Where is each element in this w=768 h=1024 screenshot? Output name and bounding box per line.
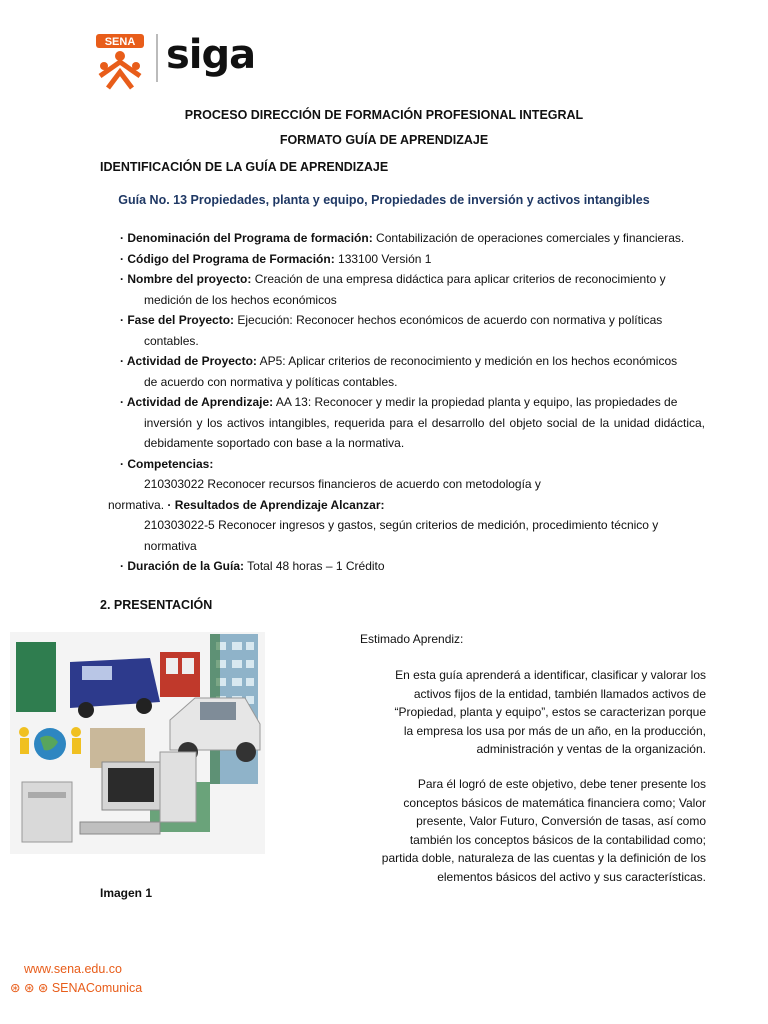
greeting: Estimado Aprendiz: (360, 632, 464, 646)
list-item: · Actividad de Aprendizaje: AA 13: Reconocer y medir la propiedad planta y equipo, las propiedades de inversión y los activos intangibles, requerida para el desarrollo del objeto social de la unidad didáctica, debidamente soportado con base a la normativa. (120, 395, 705, 450)
list-item: · Nombre del proyecto: Creación de una empresa didáctica para aplicar criterios de reconocimiento y medición de los hechos económicos (120, 272, 666, 307)
identification-heading: IDENTIFICACIÓN DE LA GUÍA DE APRENDIZAJE (100, 160, 389, 174)
footer-social[interactable]: ⊛ ⊛ ⊛ SENAComunica (10, 981, 143, 995)
guide-title: Guía No. 13 Propiedades, planta y equipo, Propiedades de inversión y activos intangibles (118, 193, 650, 207)
paragraph-objective: Para él logró de este objetivo, debe tener presente los conceptos básicos de matemática financiera como; Valor presente, Valor Futuro, Conversión de tasas, así como también los conceptos básicos de la contabilidad como; partida doble, naturaleza de las cuentas y la definición de los elementos básicos del activo y sus características. (381, 777, 706, 884)
resultado-detail: 210303022-5 Reconocer ingresos y gastos, según criterios de medición, procedimiento técnico y normativa (144, 518, 659, 553)
sena-logo (92, 32, 148, 90)
social-icons: ⊛ ⊛ ⊛ (10, 981, 52, 995)
presentation-heading: 2. PRESENTACIÓN (100, 598, 213, 612)
logo-divider (156, 34, 158, 82)
list-item: · Actividad de Proyecto: AP5: Aplicar criterios de reconocimiento y medición en los hechos económicos de acuerdo con normativa y políticas contables. (120, 354, 678, 389)
identification-list (108, 228, 705, 577)
list-item: · Fase del Proyecto: Ejecución: Reconocer hechos económicos de acuerdo con normativa y políticas contables. (120, 313, 663, 348)
siga-logo: siga (166, 32, 256, 78)
list-item: · Denominación del Programa de formación: Contabilización de operaciones comerciales y financieras. (120, 231, 685, 245)
image-caption: Imagen 1 (100, 886, 153, 900)
assets-image (10, 632, 265, 854)
sena-logo-text: SENA (104, 36, 136, 48)
process-title: PROCESO DIRECCIÓN DE FORMACIÓN PROFESIONAL INTEGRAL (184, 108, 584, 122)
footer-url[interactable]: www.sena.edu.co (24, 962, 122, 976)
duracion: · Duración de la Guía: Total 48 horas – 1 Crédito (120, 559, 385, 573)
paragraph-intro: En esta guía aprenderá a identificar, clasificar y valorar los activos fijos de la entidad, también llamados activos de “Propiedad, planta y equipo”, estos se caracterizan porque la empresa los usa por más de un año, en la producción, administración y ventas de la organización. (394, 668, 706, 756)
format-title: FORMATO GUÍA DE APRENDIZAJE (279, 133, 489, 147)
resultados: normativa. · Resultados de Aprendizaje Alcanzar: (108, 497, 385, 512)
list-item: · Código del Programa de Formación: 133100 Versión 1 (120, 251, 432, 266)
competencias: · Competencias: 210303022 Reconocer recursos financieros de acuerdo con metodología y (120, 456, 541, 491)
